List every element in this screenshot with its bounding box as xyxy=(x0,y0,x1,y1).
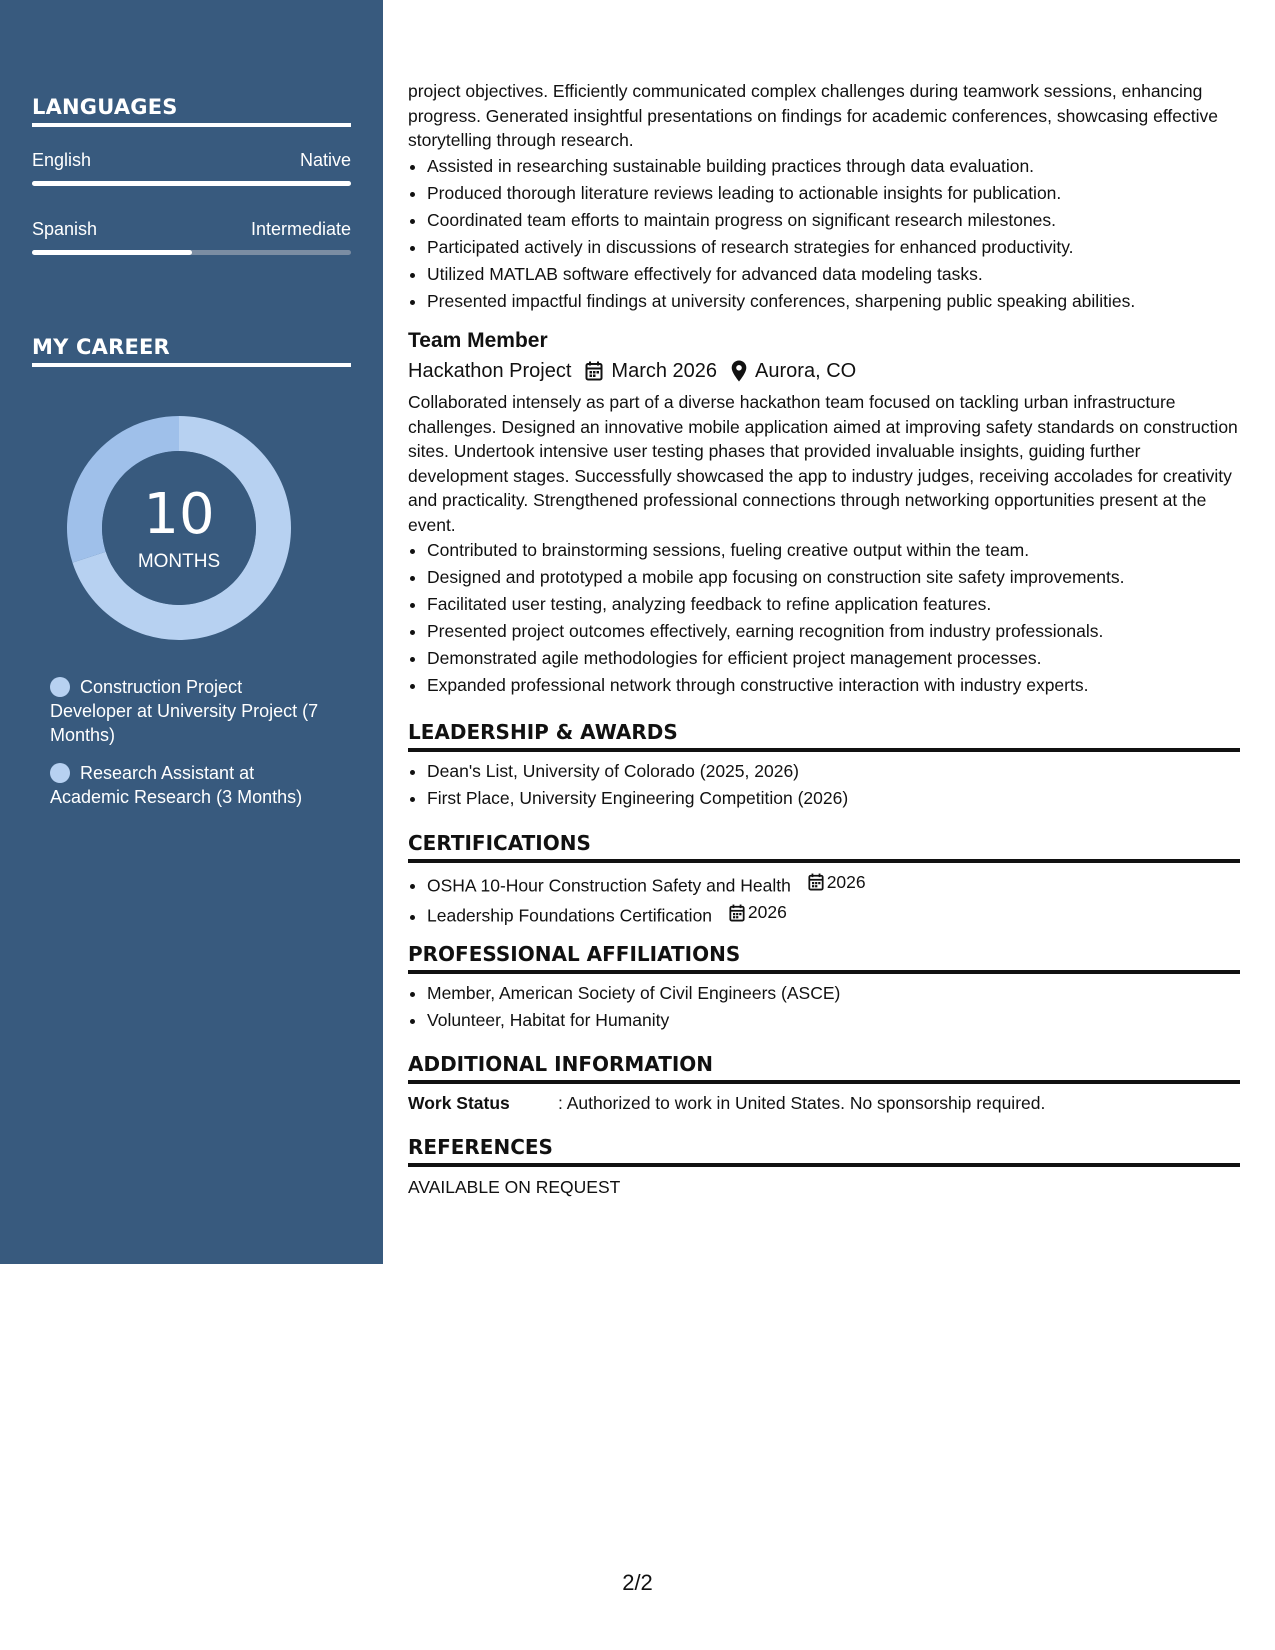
bullet-item: • Presented impactful findings at university conferences, sharpening public speaking abilities. xyxy=(427,288,1240,315)
calendar-icon xyxy=(808,873,824,891)
references-text: AVAILABLE ON REQUEST xyxy=(408,1176,621,1197)
bullet-item: • Assisted in researching sustainable building practices through data evaluation. xyxy=(427,153,1240,180)
references-section xyxy=(408,1135,1240,1199)
career-total-value: 10 xyxy=(143,482,215,547)
affiliations-section xyxy=(408,942,1240,1034)
section-title: CERTIFICATIONS xyxy=(408,831,1240,863)
bullet-item: • Participated actively in discussions of research strategies for enhanced productivity. xyxy=(427,234,1240,261)
bullet-item: • Demonstrated agile methodologies for efficient project management processes. xyxy=(427,645,1240,672)
certification-name: OSHA 10-Hour Construction Safety and Health xyxy=(427,875,791,895)
experience-continued xyxy=(408,79,1240,315)
language-english xyxy=(32,150,351,186)
award-item: • First Place, University Engineering Competition (2026) xyxy=(427,785,1240,812)
certification-year: 2026 xyxy=(826,871,866,892)
language-proficiency-bar xyxy=(32,250,351,255)
job-org: Hackathon Project xyxy=(408,360,572,382)
work-status-value: : Authorized to work in United States. No sponsorship required. xyxy=(558,1092,1046,1113)
language-name: English xyxy=(32,150,92,170)
work-status-row xyxy=(408,1091,1240,1116)
bullet-item: • Facilitated user testing, analyzing feedback to refine application features. xyxy=(427,591,1240,618)
career-total-unit: MONTHS xyxy=(137,551,221,572)
job-meta xyxy=(408,357,1240,385)
certification-name: Leadership Foundations Certification xyxy=(427,905,713,926)
calendar-icon xyxy=(585,361,603,381)
job-entry xyxy=(408,327,1240,699)
certifications-list xyxy=(408,869,1240,930)
career-donut-chart xyxy=(66,415,292,641)
career-item-label: Construction Project Developer at University Project (7 Months) xyxy=(50,677,319,745)
job-title: Team Member xyxy=(408,329,548,352)
language-spanish xyxy=(32,219,351,255)
legend-dot xyxy=(50,677,70,697)
job-date: March 2026 xyxy=(611,360,718,382)
career-item-label: Research Assistant at Academic Research (3 Months) xyxy=(50,763,303,807)
career-heading: MY CAREER xyxy=(32,335,351,367)
certification-item xyxy=(427,899,1240,930)
experience-bullets xyxy=(408,153,1240,315)
location-pin-icon xyxy=(731,360,747,382)
affiliation-item: • Member, American Society of Civil Engineers (ASCE) xyxy=(427,980,1240,1007)
job-bullets xyxy=(408,537,1240,699)
career-item xyxy=(50,761,320,809)
language-level: Native xyxy=(299,150,351,170)
calendar-icon xyxy=(729,904,745,922)
language-name: Spanish xyxy=(32,219,98,239)
language-level: Intermediate xyxy=(250,219,351,239)
affiliations-list xyxy=(408,980,1240,1034)
certifications-section xyxy=(408,831,1240,930)
section-title: LEADERSHIP & AWARDS xyxy=(408,720,1240,752)
job-description: Collaborated intensely as part of a diverse hackathon team focused on tackling urban infrastructure challenges. Designed an innovative mobile application aimed at improving safety standards on construction sites. Undertook intensive user testing phases that provided invaluable insights, guiding further development stages. Successfully showcased the app to industry judges, receiving accolades for creativity and practicality. Strengthened professional connections through networking opportunities present at the event. xyxy=(408,392,1238,535)
section-title: REFERENCES xyxy=(408,1135,1240,1167)
award-item: • Dean's List, University of Colorado (2025, 2026) xyxy=(427,758,1240,785)
leadership-section xyxy=(408,720,1240,812)
language-proficiency-fill xyxy=(32,250,192,255)
bullet-item: • Presented project outcomes effectively, earning recognition from industry professionals. xyxy=(427,618,1240,645)
leadership-list xyxy=(408,758,1240,812)
languages-heading: LANGUAGES xyxy=(32,95,351,127)
additional-info-section xyxy=(408,1052,1240,1115)
section-title: PROFESSIONAL AFFILIATIONS xyxy=(408,942,1240,974)
section-title: ADDITIONAL INFORMATION xyxy=(408,1052,1240,1084)
certification-year: 2026 xyxy=(747,902,787,922)
page-number: 2/2 xyxy=(622,1570,653,1595)
certification-item xyxy=(427,869,1240,900)
bullet-item: • Designed and prototyped a mobile app focusing on construction site safety improvements. xyxy=(427,564,1240,591)
experience-paragraph: project objectives. Efficiently communicated complex challenges during teamwork sessions, enhancing progress. Generated insightful presentations on findings for academic conferences, showcasing effective storytelling through research. xyxy=(408,81,1218,150)
language-proficiency-fill xyxy=(32,181,351,186)
bullet-item: • Coordinated team efforts to maintain progress on significant research milestones. xyxy=(427,207,1240,234)
job-location: Aurora, CO xyxy=(755,360,857,382)
career-item xyxy=(50,675,320,747)
bullet-item: • Produced thorough literature reviews leading to actionable insights for publication. xyxy=(427,180,1240,207)
sidebar xyxy=(0,0,383,1264)
bullet-item: • Expanded professional network through constructive interaction with industry experts. xyxy=(427,672,1240,699)
bullet-item: • Contributed to brainstorming sessions, fueling creative output within the team. xyxy=(427,537,1240,564)
work-status-label: Work Status xyxy=(408,1092,510,1113)
legend-dot xyxy=(50,763,70,783)
bullet-item: • Utilized MATLAB software effectively for advanced data modeling tasks. xyxy=(427,261,1240,288)
language-proficiency-bar xyxy=(32,181,351,186)
affiliation-item: • Volunteer, Habitat for Humanity xyxy=(427,1007,1240,1034)
